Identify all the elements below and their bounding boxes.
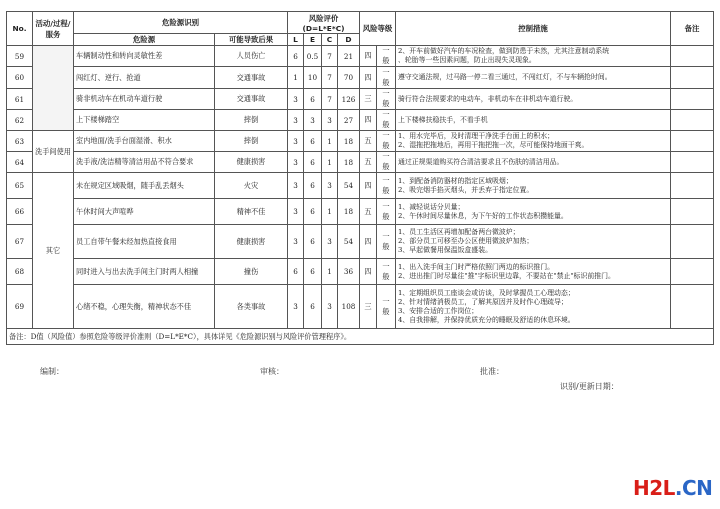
cell-consequence: 火灾	[215, 173, 288, 199]
cell-level: 一般	[377, 173, 396, 199]
cell-grade: 四	[360, 67, 377, 89]
cell-C: 7	[322, 67, 338, 89]
cell-grade: 四	[360, 225, 377, 259]
cell-grade: 五	[360, 152, 377, 173]
cell-hazard: 骑非机动车在机动车道行驶	[74, 89, 215, 110]
cell-grade: 五	[360, 199, 377, 225]
footer-compiled: 编制：	[40, 367, 64, 376]
cell-hazard: 上下楼梯踏空	[74, 110, 215, 131]
header-L: L	[288, 34, 304, 46]
cell-consequence: 摔倒	[215, 110, 288, 131]
cell-no: 67	[7, 225, 33, 259]
cell-L: 3	[288, 199, 304, 225]
header-risk-evaluation: 风险评价(D=L*E*C)	[288, 12, 360, 34]
table-row	[7, 110, 714, 131]
header-remark: 备注	[671, 12, 714, 46]
table-row	[7, 199, 714, 225]
cell-E: 6	[304, 199, 322, 225]
cell-activity-handwash: 洗手间使用	[33, 131, 74, 173]
cell-remark	[671, 67, 714, 89]
cell-hazard: 员工自带午餐未经加热直接食用	[74, 225, 215, 259]
cell-no: 68	[7, 259, 33, 285]
logo-suffix: .CN	[674, 476, 713, 500]
cell-remark	[671, 46, 714, 67]
cell-hazard: 午休时间大声喧哗	[74, 199, 215, 225]
cell-E: 6	[304, 225, 322, 259]
cell-L: 3	[288, 152, 304, 173]
cell-L: 6	[288, 259, 304, 285]
cell-hazard: 车辆制动性和转向灵敏性差	[74, 46, 215, 67]
cell-grade: 四	[360, 110, 377, 131]
watermark-logo	[633, 476, 712, 500]
cell-level: 一般	[377, 152, 396, 173]
cell-hazard: 洗手液/洗洁精等清洁用品不符合要求	[74, 152, 215, 173]
cell-measure: 上下楼梯扶稳扶手，不看手机	[396, 110, 671, 131]
cell-D: 54	[338, 225, 360, 259]
cell-remark	[671, 131, 714, 152]
cell-C: 1	[322, 131, 338, 152]
table-row	[7, 259, 714, 285]
cell-D: 126	[338, 89, 360, 110]
cell-measure: 2、开车前做好汽车的车况检查，做到防患于未然，尤其注意制动系统 、轮胎等一些因素问题，防止出现失灵现象。	[396, 46, 671, 67]
table-row	[7, 173, 714, 199]
note-row	[7, 329, 714, 345]
footer-approved: 批准：	[480, 367, 504, 376]
cell-remark	[671, 152, 714, 173]
cell-consequence: 摔倒	[215, 131, 288, 152]
cell-remark	[671, 259, 714, 285]
cell-level: 一般	[377, 259, 396, 285]
cell-grade: 五	[360, 131, 377, 152]
cell-grade: 四	[360, 259, 377, 285]
cell-D: 21	[338, 46, 360, 67]
cell-remark	[671, 285, 714, 329]
footer-reviewed: 审核：	[260, 367, 284, 376]
cell-E: 10	[304, 67, 322, 89]
cell-no: 60	[7, 67, 33, 89]
cell-level: 一般	[377, 67, 396, 89]
table-row	[7, 67, 714, 89]
cell-level: 一般	[377, 199, 396, 225]
table-row	[7, 152, 714, 173]
header-hazard: 危险源	[74, 34, 215, 46]
cell-C: 3	[322, 225, 338, 259]
cell-L: 3	[288, 110, 304, 131]
cell-no: 59	[7, 46, 33, 67]
cell-C: 3	[322, 110, 338, 131]
cell-E: 6	[304, 259, 322, 285]
cell-no: 66	[7, 199, 33, 225]
cell-measure: 1、出入洗手间主门时严格依照门两边的标识推门。 2、进出推门时尽量往"推"字标识里边靠，不要站在"禁止"标识前推门。	[396, 259, 671, 285]
footer-date: 识别/更新日期：	[560, 382, 619, 391]
cell-E: 0.5	[304, 46, 322, 67]
cell-level: 一般	[377, 285, 396, 329]
cell-E: 6	[304, 173, 322, 199]
cell-measure: 1、到配备消防器材的指定区域吸烟； 2、吸完烟手掐灭烟头，并丢弃于指定位置。	[396, 173, 671, 199]
cell-remark	[671, 199, 714, 225]
table-row	[7, 131, 714, 152]
cell-no: 61	[7, 89, 33, 110]
cell-remark	[671, 110, 714, 131]
cell-measure: 1、用水完毕后，及时清理干净洗手台面上的积水； 2、湿拖把拖地后，再用干拖把拖一次，尽可能保持地面干爽。	[396, 131, 671, 152]
cell-grade: 四	[360, 173, 377, 199]
cell-remark	[671, 173, 714, 199]
cell-hazard: 未在规定区域吸烟，随手乱丢烟头	[74, 173, 215, 199]
table-row	[7, 46, 714, 67]
cell-level: 一般	[377, 89, 396, 110]
cell-L: 3	[288, 285, 304, 329]
cell-D: 36	[338, 259, 360, 285]
cell-grade: 三	[360, 89, 377, 110]
cell-activity-blank	[33, 46, 74, 131]
cell-D: 18	[338, 199, 360, 225]
cell-consequence: 人员伤亡	[215, 46, 288, 67]
cell-C: 1	[322, 199, 338, 225]
cell-grade: 三	[360, 285, 377, 329]
cell-measure: 通过正规渠道购买符合清洁要求且不伤肤的清洁用品。	[396, 152, 671, 173]
cell-hazard: 室内地面/洗手台面湿滑、积水	[74, 131, 215, 152]
cell-activity-other: 其它	[33, 173, 74, 329]
header-no: No.	[7, 12, 33, 46]
header-control-measures: 控制措施	[396, 12, 671, 46]
cell-D: 108	[338, 285, 360, 329]
table-row	[7, 285, 714, 329]
cell-measure: 1、定期组织员工座谈会或访谈，及时掌握员工心理动态； 2、针对情绪消极员工，了解其原因并及时作心理疏导； 3、安排合适的工作岗位； 4、自我排解，并保持优质充分的睡眠及舒适的休息环境。	[396, 285, 671, 329]
cell-C: 7	[322, 89, 338, 110]
cell-measure: 骑行符合法规要求的电动车，非机动车在非机动车道行驶。	[396, 89, 671, 110]
cell-D: 18	[338, 152, 360, 173]
cell-E: 6	[304, 131, 322, 152]
cell-consequence: 健康损害	[215, 225, 288, 259]
header-hazard-identification: 危险源识别	[74, 12, 288, 34]
cell-L: 6	[288, 46, 304, 67]
header-E: E	[304, 34, 322, 46]
header-activity: 活动/过程/服务	[33, 12, 74, 46]
cell-level: 一般	[377, 46, 396, 67]
cell-consequence: 精神不佳	[215, 199, 288, 225]
cell-L: 1	[288, 67, 304, 89]
cell-E: 6	[304, 285, 322, 329]
cell-no: 69	[7, 285, 33, 329]
cell-consequence: 交通事故	[215, 67, 288, 89]
cell-C: 7	[322, 46, 338, 67]
cell-C: 3	[322, 173, 338, 199]
cell-D: 54	[338, 173, 360, 199]
table-note: 备注：D值（风险值）参照危险等级评价准则（D=L*E*C），具体详见《危险源识别与风险评价管理程序》。	[7, 329, 714, 345]
cell-consequence: 健康损害	[215, 152, 288, 173]
cell-D: 70	[338, 67, 360, 89]
cell-L: 3	[288, 131, 304, 152]
cell-no: 64	[7, 152, 33, 173]
cell-remark	[671, 89, 714, 110]
cell-hazard: 心绪不稳，心理失衡，精神状态不佳	[74, 285, 215, 329]
cell-no: 65	[7, 173, 33, 199]
cell-C: 1	[322, 259, 338, 285]
cell-L: 3	[288, 225, 304, 259]
cell-C: 3	[322, 285, 338, 329]
cell-grade: 四	[360, 46, 377, 67]
cell-D: 27	[338, 110, 360, 131]
risk-assessment-table	[6, 11, 714, 345]
cell-consequence: 撞伤	[215, 259, 288, 285]
cell-measure: 遵守交通法规，过马路一停二看三通过，不闯红灯，不与车辆抢时间。	[396, 67, 671, 89]
logo-brand: H2L	[633, 476, 675, 500]
cell-level: 一般	[377, 110, 396, 131]
cell-E: 6	[304, 89, 322, 110]
cell-L: 3	[288, 89, 304, 110]
header-risk-level: 风险等级	[360, 12, 396, 46]
cell-D: 18	[338, 131, 360, 152]
header-C: C	[322, 34, 338, 46]
table-row	[7, 89, 714, 110]
cell-level: 一般	[377, 225, 396, 259]
cell-level: 一般	[377, 131, 396, 152]
cell-C: 1	[322, 152, 338, 173]
cell-E: 6	[304, 152, 322, 173]
cell-consequence: 交通事故	[215, 89, 288, 110]
cell-remark	[671, 225, 714, 259]
table-row	[7, 225, 714, 259]
header-consequence: 可能导致后果	[215, 34, 288, 46]
cell-measure: 1、员工生活区再增加配备两台微波炉； 2、部分员工可移至办公区使用微波炉加热； 3、早起做餐用保温饭盒盛装。	[396, 225, 671, 259]
cell-L: 3	[288, 173, 304, 199]
cell-consequence: 各类事故	[215, 285, 288, 329]
cell-no: 63	[7, 131, 33, 152]
header-D: D	[338, 34, 360, 46]
cell-hazard: 闯红灯、逆行、抢道	[74, 67, 215, 89]
cell-no: 62	[7, 110, 33, 131]
cell-hazard: 同时进入与出去洗手间主门时两人相撞	[74, 259, 215, 285]
cell-measure: 1、减轻说话分贝量； 2、午休时间尽量休息，为下午好的工作状态积攒能量。	[396, 199, 671, 225]
header-row-1	[7, 12, 714, 34]
cell-E: 3	[304, 110, 322, 131]
